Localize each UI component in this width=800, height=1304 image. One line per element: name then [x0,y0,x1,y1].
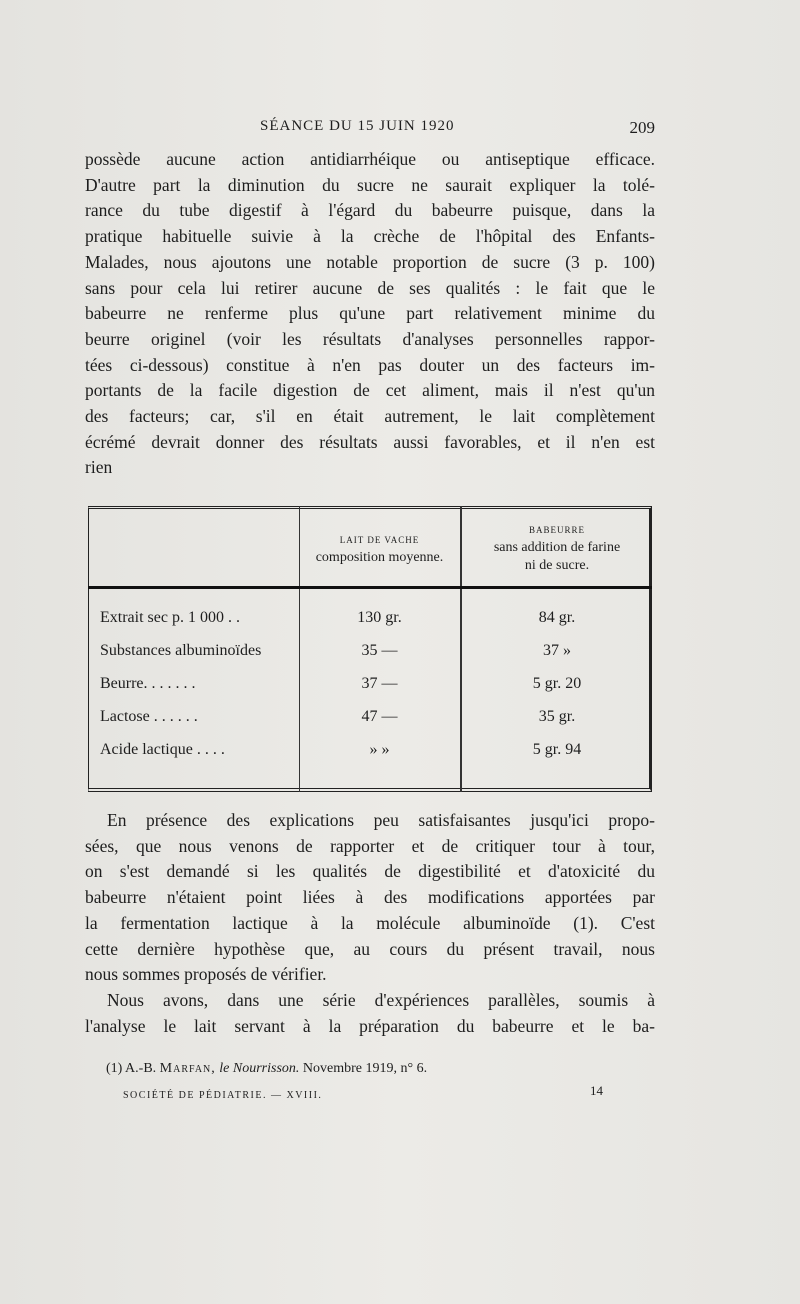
footnote [106,1061,626,1077]
row-label: Extrait sec p. 1 000 . . [100,609,240,626]
column-header-subtitle: sans addition de farine [493,540,621,555]
column-header-title: LAIT DE VACHE [339,535,420,545]
cell-babeurre: 5 gr. 20 [532,675,582,692]
cell-lait: » » [369,741,390,758]
table-row [88,609,652,639]
cell-babeurre: 5 gr. 94 [532,741,582,758]
text-line: des facteurs; car, s'il en était autrement, le lait complètement [85,406,655,427]
footnote-marker: (1) A.-B. [106,1061,157,1076]
paragraph-1 [85,147,655,481]
paragraph-2 [85,808,655,988]
footnote-reference: Novembre 1919, n° 6. [302,1061,428,1076]
row-label: Lactose . . . . . . [100,708,198,725]
row-label: Acide lactique . . . . [100,741,225,758]
text-line: babeurre ne renferme plus qu'une part relativement minime du [85,303,655,324]
column-header-subtitle: ni de sucre. [524,558,590,573]
text-line: sans pour cela lui retirer aucune de ses qualités : le fait que le [85,277,655,298]
table-row [88,741,652,771]
text-line: beurre originel (voir les résultats d'analyses personnelles rappor- [85,328,655,349]
text-line: la fermentation lactique à la molécule albuminoïde (1). C'est [85,912,655,933]
row-label: Substances albuminoïdes [100,642,262,659]
footnote-work: le Nourrisson. [219,1061,300,1076]
sheet-number: 14 [590,1083,603,1098]
column-header-subtitle: composition moyenne. [315,550,444,565]
table-row [88,675,652,705]
printer-signature: SOCIÉTÉ DE PÉDIATRIE. — XVIII. [123,1090,323,1101]
text-line: D'autre part la diminution du sucre ne saurait expliquer la tolé- [85,174,655,195]
text-line: En présence des explications peu satisfaisantes jusqu'ici propo- [107,810,655,830]
cell-lait: 37 — [361,675,398,692]
row-label: Beurre. . . . . . . [100,675,196,692]
text-line: on s'est demandé si les qualités de digestibilité et d'atoxicité du [85,861,655,882]
text-line: écrémé devrait donner des résultats aussi favorables, et il n'en est [85,431,655,452]
cell-lait: 47 — [361,708,398,725]
paragraph-3 [85,988,655,1039]
text-line: nous sommes proposés de vérifier. [85,964,327,985]
text-line: Malades, nous ajoutons une notable proportion de sucre (3 p. 100) [85,251,655,272]
page-number: 209 [629,118,655,137]
cell-babeurre: 37 » [543,642,571,659]
cell-lait: 130 gr. [357,609,402,626]
text-line: sées, que nous venons de rapporter et de critiquer tour à tour, [85,835,655,856]
text-line: pratique habituelle suivie à la crèche de l'hôpital des Enfants- [85,226,655,247]
column-header-babeurre [462,521,652,575]
table-row [88,708,652,738]
running-title: SÉANCE DU 15 JUIN 1920 [260,118,455,134]
text-line: cette dernière hypothèse que, au cours du présent travail, nous [85,938,655,959]
column-header-lait [299,531,460,567]
text-line: portants de la facile digestion de cet aliment, mais il n'est qu'un [85,380,655,401]
cell-lait: 35 — [361,642,398,659]
footnote-author: Marfan, [159,1061,216,1076]
text-line: rien [85,457,113,478]
text-line: tées ci-dessous) constitue à n'en pas douter un des facteurs im- [85,354,655,375]
text-line: Nous avons, dans une série d'expériences parallèles, soumis à [107,990,655,1010]
header-rule [88,586,652,589]
text-line: possède aucune action antidiarrhéique ou antiseptique efficace. [85,149,655,169]
text-line: babeurre n'étaient point liées à des modifications apportées par [85,887,655,908]
table-row [88,642,652,672]
column-header-title: BABEURRE [528,525,585,535]
cell-babeurre: 84 gr. [538,609,576,626]
composition-table [88,506,652,792]
text-line: l'analyse le lait servant à la préparation du babeurre et le ba- [85,1015,655,1036]
text-line: rance du tube digestif à l'égard du babeurre puisque, dans la [85,200,655,221]
cell-babeurre: 35 gr. [538,708,576,725]
